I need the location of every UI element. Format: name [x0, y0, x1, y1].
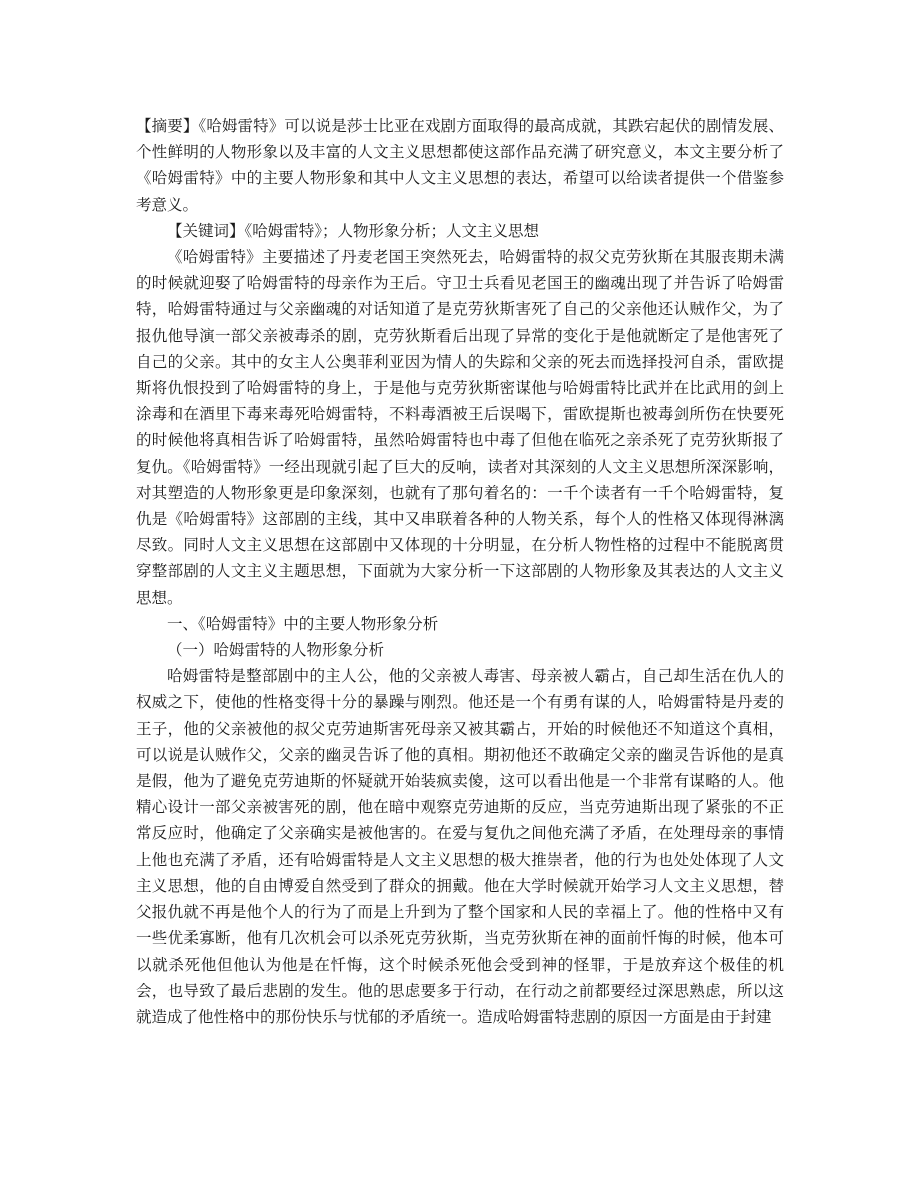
intro-paragraph: 《哈姆雷特》主要描述了丹麦老国王突然死去，哈姆雷特的叔父克劳狄斯在其服丧期未满的时候就迎娶了哈姆雷特的母亲作为王后。守卫士兵看见老国王的幽魂出现了并告诉了哈姆雷特，哈姆雷特通过与父亲幽魂的对话知道了是克劳狄斯害死了自己的父亲他还认贼作父，为了报仇他导演一部父亲被毒杀的剧，克劳狄斯看后出现了异常的变化于是他就断定了是他害死了自己的父亲。其中的女主人公奥菲利亚因为情人的失踪和父亲的死去而选择投河自杀，雷欧提斯将仇恨投到了哈姆雷特的身上，于是他与克劳狄斯密谋他与哈姆雷特比武并在比武用的剑上涂毒和在酒里下毒来毒死哈姆雷特，不料毒酒被王后误喝下，雷欧提斯也被毒剑所伤在快要死的时候他将真相告诉了哈姆雷特，虽然哈姆雷特也中毒了但他在临死之亲杀死了克劳狄斯报了复仇。《哈姆雷特》一经出现就引起了巨大的反响，读者对其深刻的人文主义思想所深深影响，对其塑造的人物形象更是印象深刻，也就有了那句着名的：一千个读者有一千个哈姆雷特，复仇是《哈姆雷特》这部剧的主线，其中又串联着各种的人物关系，每个人的性格又体现得淋漓尽致。同时人文主义思想在这部剧中又体现的十分明显，在分析人物性格的过程中不能脱离贯穿整部剧的人文主义主题思想，下面就为大家分析一下这部剧的人物形象及其表达的人文主义思想。	[136, 248, 784, 607]
subsection-heading: （一）哈姆雷特的人物形象分析	[167, 641, 385, 660]
body-paragraph: 哈姆雷特是整部剧中的主人公，他的父亲被人毒害、母亲被人霸占，自己却生活在仇人的权威之下，使他的性格变得十分的暴躁与刚烈。他还是一个有勇有谋的人，哈姆雷特是丹麦的王子，他的父亲被他的叔父克劳迪斯害死母亲又被其霸占，开始的时候他还不知道这个真相，可以说是认贼作父，父亲的幽灵告诉了他的真相。期初他还不敢确定父亲的幽灵告诉他的是真是假，他为了避免克劳迪斯的怀疑就开始装疯卖傻，这可以看出他是一个非常有谋略的人。他精心设计一部父亲被害死的剧，他在暗中观察克劳迪斯的反应，当克劳迪斯出现了紧张的不正常反应时，他确定了父亲确实是被他害的。在爱与复仇之间他充满了矛盾，在处理母亲的事情上他也充满了矛盾，还有哈姆雷特是人文主义思想的极大推崇者，他的行为也处处体现了人文主义思想，他的自由博爱自然受到了群众的拥戴。他在大学时候就开始学习人文主义思想，替父报仇就不再是他个人的行为了而是上升到为了整个国家和人民的幸福上了。他的性格中又有一些优柔寡断，他有几次机会可以杀死克劳狄斯，当克劳狄斯在神的面前忏悔的时候，他本可以就杀死他但他认为他是在忏悔，这个时候杀死他会受到神的怪罪，于是放弃这个极佳的机会，也导致了最后悲剧的发生。他的思虑要多于行动，在行动之前都要经过深思熟虑，所以这就造成了他性格中的那份快乐与忧郁的矛盾统一。造成哈姆雷特悲剧的原因一方面是由于封建	[136, 667, 784, 1026]
section-heading: 一、《哈姆雷特》中的主要人物形象分析	[167, 614, 439, 633]
keywords-paragraph: 【关键词】《哈姆雷特》；人物形象分析；人文主义思想	[167, 221, 540, 240]
document-page	[136, 113, 784, 1030]
abstract-paragraph: 【摘要】《哈姆雷特》可以说是莎士比亚在戏剧方面取得的最高成就，其跌宕起伏的剧情发展、个性鲜明的人物形象以及丰富的人文主义思想都使这部作品充满了研究意义，本文主要分析了《哈姆雷特》中的主要人物形象和其中人文主义思想的表达，希望可以给读者提供一个借鉴参考意义。	[136, 117, 784, 214]
